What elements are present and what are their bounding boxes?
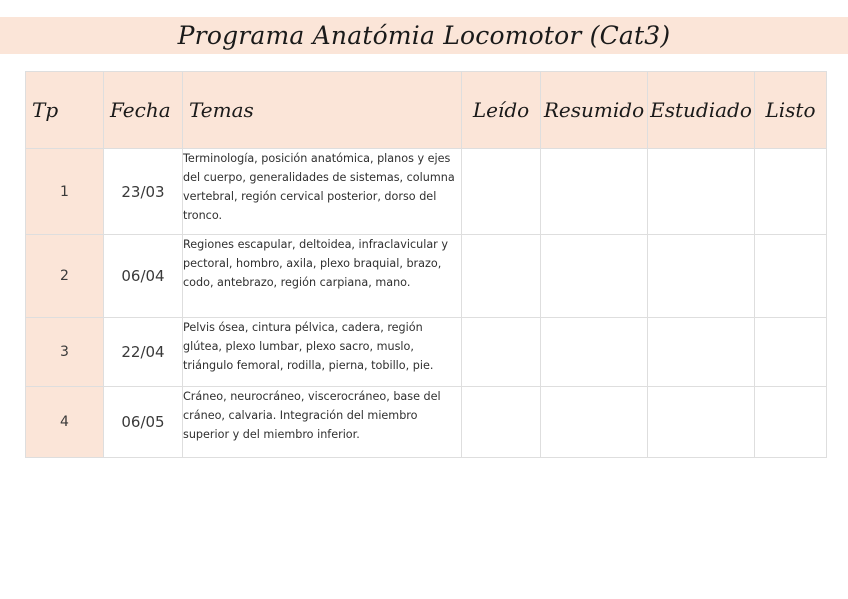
tp-number: 4 [26,387,104,458]
table-row [26,318,827,387]
listo-cell[interactable] [755,318,827,387]
resumido-cell[interactable] [541,235,648,318]
estudiado-cell[interactable] [648,149,755,235]
estudiado-cell[interactable] [648,387,755,458]
leido-cell[interactable] [462,235,541,318]
topics-cell: Terminología, posición anatómica, planos y ejes del cuerpo, generalidades de sistemas, columna vertebral, región cervical posterior, dorso del tronco. [183,149,462,235]
header-row [26,72,827,149]
topics-cell: Cráneo, neurocráneo, viscerocráneo, base del cráneo, calvaria. Integración del miembro superior y del miembro inferior. [183,387,462,458]
header-fecha: Fecha [104,72,183,149]
header-tp: Tp [26,72,104,149]
leido-cell[interactable] [462,149,541,235]
title-banner [0,17,848,54]
page-title: Programa Anatómia Locomotor (Cat3) [177,21,671,50]
resumido-cell[interactable] [541,149,648,235]
header-temas: Temas [183,72,462,149]
tp-number: 2 [26,235,104,318]
listo-cell[interactable] [755,149,827,235]
listo-cell[interactable] [755,235,827,318]
topics-cell: Regiones escapular, deltoidea, infraclavicular y pectoral, hombro, axila, plexo braquial, brazo, codo, antebrazo, región carpiana, mano. [183,235,462,318]
estudiado-cell[interactable] [648,318,755,387]
tp-number: 3 [26,318,104,387]
header-estudiado: Estudiado [648,72,755,149]
table-row [26,387,827,458]
leido-cell[interactable] [462,318,541,387]
resumido-cell[interactable] [541,387,648,458]
header-listo: Listo [755,72,827,149]
tp-number: 1 [26,149,104,235]
date-cell: 23/03 [104,149,183,235]
table-row [26,149,827,235]
leido-cell[interactable] [462,387,541,458]
header-resumido: Resumido [541,72,648,149]
date-cell: 22/04 [104,318,183,387]
header-leido: Leído [462,72,541,149]
resumido-cell[interactable] [541,318,648,387]
date-cell: 06/05 [104,387,183,458]
estudiado-cell[interactable] [648,235,755,318]
listo-cell[interactable] [755,387,827,458]
topics-cell: Pelvis ósea, cintura pélvica, cadera, región glútea, plexo lumbar, plexo sacro, muslo, triángulo femoral, rodilla, pierna, tobillo, pie. [183,318,462,387]
date-cell: 06/04 [104,235,183,318]
table-row [26,235,827,318]
program-table [25,71,827,458]
